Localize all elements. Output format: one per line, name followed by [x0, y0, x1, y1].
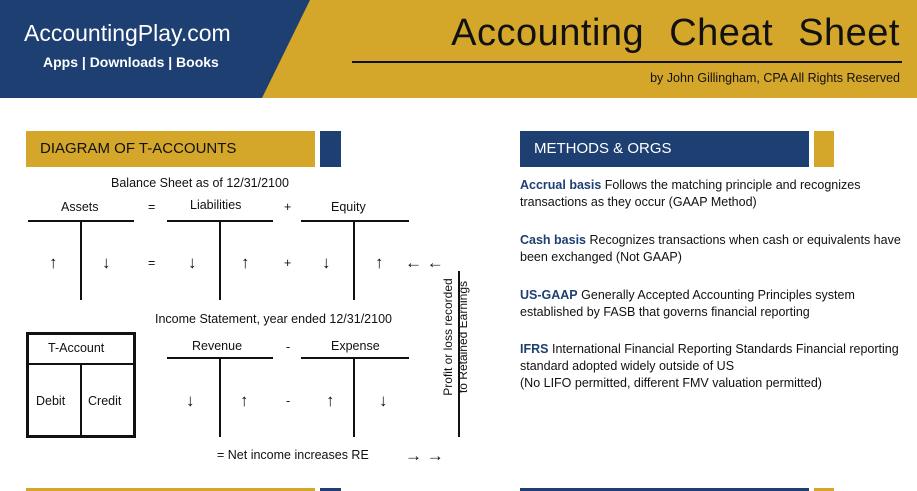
method-note: (No LIFO permitted, different FMV valuation permitted)	[520, 376, 822, 390]
income-statement-title: Income Statement, year ended 12/31/2100	[155, 312, 392, 326]
expense-t-stem	[353, 357, 355, 437]
equity-debit-down-arrow: ↓	[322, 253, 331, 272]
site-links[interactable]: Apps | Downloads | Books	[43, 54, 219, 70]
heading-accent-block	[320, 131, 341, 167]
method-entry-ifrs	[520, 341, 904, 392]
retained-earnings-note-line1: Profit or loss recorded	[441, 278, 455, 396]
retained-earnings-note	[441, 237, 473, 437]
liabilities-credit-up-arrow: ↑	[241, 253, 250, 272]
method-description: Recognizes transactions when cash or equivalents have been exchanged (Not GAAP)	[520, 233, 901, 264]
revenue-debit-down-arrow: ↓	[186, 391, 195, 410]
methods-heading-label: METHODS & ORGS	[534, 140, 672, 157]
heading-accent-block	[814, 131, 834, 167]
assets-debit-up-arrow: ↑	[49, 253, 58, 272]
method-description: International Financial Reporting Standards Financial reporting standard adopted widely outside of US	[520, 342, 899, 373]
liabilities-label: Liabilities	[190, 198, 242, 212]
methods-heading	[520, 131, 809, 167]
diagram-heading-label: DIAGRAM OF T-ACCOUNTS	[40, 140, 237, 157]
method-entry-cash	[520, 232, 904, 266]
debit-label: Debit	[36, 394, 66, 408]
method-term: Cash basis	[520, 233, 587, 247]
header-brand-panel	[0, 0, 310, 98]
balance-sheet-title: Balance Sheet as of 12/31/2100	[111, 176, 289, 190]
plus-sign: +	[284, 200, 292, 214]
expense-credit-down-arrow: ↓	[379, 391, 388, 410]
expense-debit-up-arrow: ↑	[326, 391, 335, 410]
equals-sign: =	[148, 256, 156, 270]
diagram-heading	[26, 131, 315, 167]
equals-sign: =	[148, 200, 156, 214]
expense-t-top	[301, 357, 409, 359]
equity-credit-up-arrow: ↑	[375, 253, 384, 272]
retained-earnings-note-line2: to Retained Earnings	[456, 280, 470, 394]
minus-sign: -	[286, 394, 291, 408]
plus-sign: +	[284, 256, 292, 270]
equity-label: Equity	[331, 200, 366, 214]
method-description: Follows the matching principle and recognizes transactions as they occur (GAAP Method)	[520, 178, 861, 209]
byline: by John Gillingham, CPA All Rights Reserved	[650, 71, 900, 85]
assets-label: Assets	[61, 200, 99, 214]
title-underline	[352, 61, 902, 63]
left-arrows: ← ←	[405, 253, 444, 272]
assets-t-stem	[80, 220, 82, 300]
site-name-link[interactable]: AccountingPlay.com	[24, 20, 231, 46]
revenue-label: Revenue	[192, 339, 243, 353]
method-entry-accrual	[520, 177, 904, 211]
method-description: Generally Accepted Accounting Principles system established by FASB that governs financial reporting	[520, 288, 855, 319]
t-account-box-stem	[80, 363, 82, 435]
page-title: Accounting Cheat Sheet	[451, 12, 900, 54]
equity-t-top	[301, 220, 409, 222]
expense-label: Expense	[331, 339, 380, 353]
credit-label: Credit	[88, 394, 122, 408]
right-arrows: → →	[405, 446, 444, 465]
equity-t-stem	[353, 220, 355, 300]
method-term: Accrual basis	[520, 178, 602, 192]
t-account-label: T-Account	[48, 341, 105, 355]
method-term: IFRS	[520, 342, 549, 356]
revenue-credit-up-arrow: ↑	[240, 391, 249, 410]
method-term: US-GAAP	[520, 288, 578, 302]
method-entry-us-gaap	[520, 287, 904, 321]
net-income-note: = Net income increases RE	[217, 448, 369, 462]
assets-credit-down-arrow: ↓	[102, 253, 111, 272]
liabilities-t-stem	[219, 220, 221, 300]
revenue-t-stem	[219, 357, 221, 437]
liabilities-debit-down-arrow: ↓	[188, 253, 197, 272]
minus-sign: -	[286, 340, 291, 354]
